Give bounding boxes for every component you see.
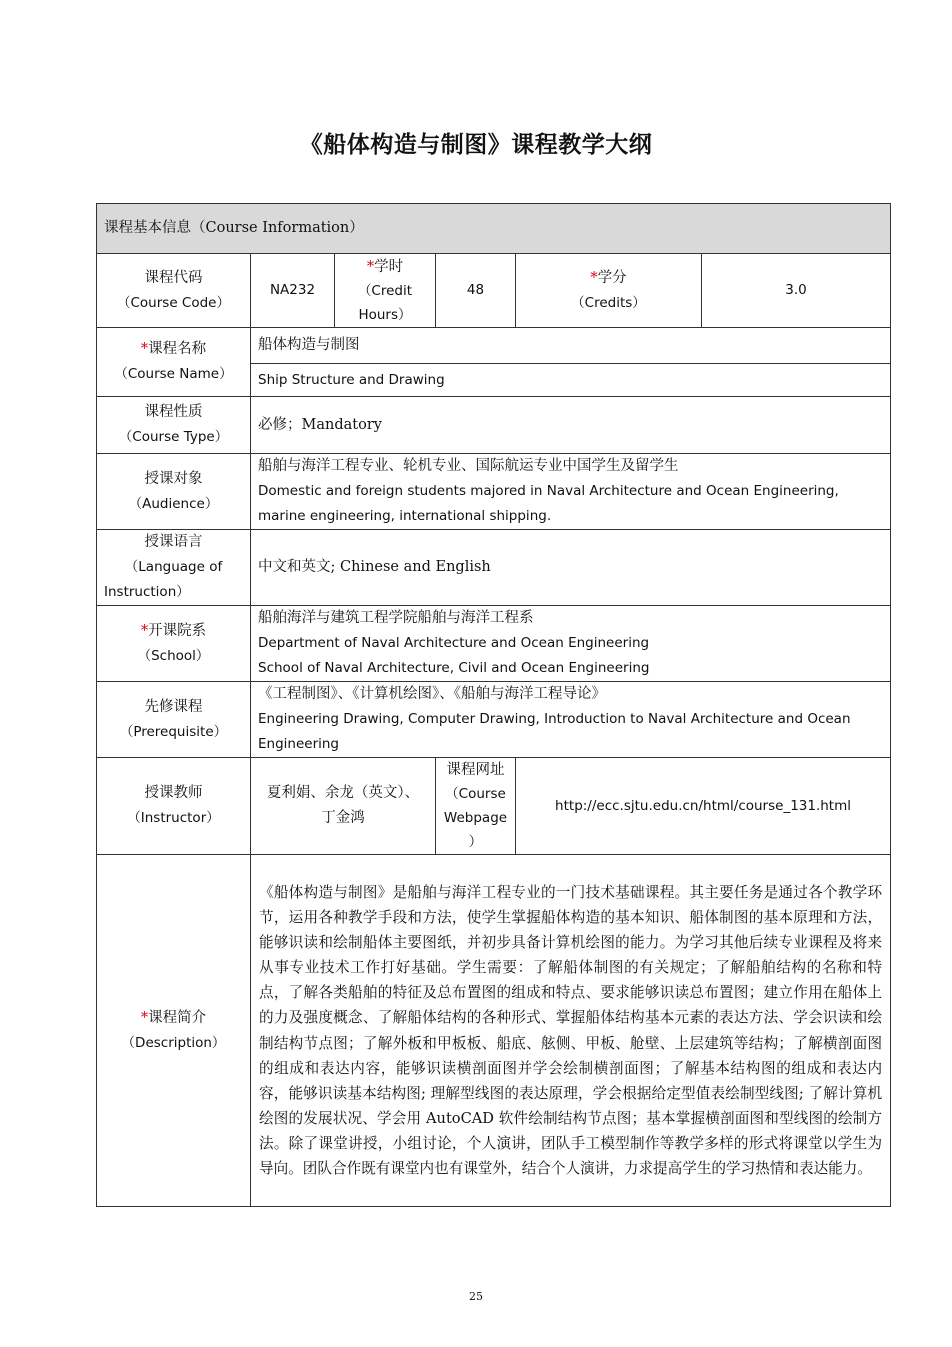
credit-hours-label: *学时 （Credit Hours）: [335, 254, 436, 328]
language-value: 中文和英文; Chinese and English: [251, 530, 891, 606]
page-title: 《船体构造与制图》课程教学大纲: [299, 132, 653, 158]
prerequisite-label: 先修课程 （Prerequisite）: [97, 682, 251, 758]
course-name-en: Ship Structure and Drawing: [251, 364, 891, 397]
school-value: 船舶海洋与建筑工程学院船舶与海洋工程系 Department of Naval Architecture and Ocean Engineering School of Naval Architecture, Civil and Ocean Engineering: [251, 606, 891, 682]
course-code-value: NA232: [251, 254, 335, 328]
course-name-cn: 船体构造与制图: [251, 328, 891, 364]
section-header: 课程基本信息（Course Information）: [97, 204, 891, 254]
description-text: 《船体构造与制图》是船舶与海洋工程专业的一门技术基础课程。其主要任务是通过各个教学环节，运用各种教学手段和方法，使学生掌握船体构造的基本知识、船体制图的基本原理和方法，能够识读和绘制船体主要图纸，并初步具备计算机绘图的能力。为学习其他后续专业课程及将来从事专业技术工作打好基础。学生需要：了解船体制图的有关规定；了解船舶结构的名称和特点，了解各类船舶的特征及总布置图的组成和特点、要求能够识读总布置图；建立作用在船体上的力及强度概念、了解船体结构的各种形式、掌握船体结构基本元素的表达方法、学会识读和绘制结构节点图；了解外板和甲板板、船底、舷侧、甲板、舱壁、上层建筑等结构；了解横剖面图的组成和表达内容，能够识读横剖面图并学会绘制横剖面图；了解基本结构图的组成和表达内容，能够识读基本结构图; 理解型线图的表达原理，学会根据给定型值表绘制型线图; 了解计算机绘图的发展状况、学会用 AutoCAD 软件绘制结构节点图；基本掌握横剖面图和型线图的绘制方法。除了课堂讲授，小组讨论，个人演讲，团队手工模型制作等教学多样的形式将课堂以学生为导向。团队合作既有课堂内也有课堂外，结合个人演讲，力求提高学生的学习热情和表达能力。: [251, 855, 891, 1207]
course-name-label: *课程名称 （Course Name）: [97, 328, 251, 397]
credits-label: *学分 （Credits）: [516, 254, 702, 328]
credit-hours-value: 48: [436, 254, 516, 328]
course-type-label: 课程性质 （Course Type）: [97, 397, 251, 454]
instructor-label: 授课教师 （Instructor）: [97, 758, 251, 855]
webpage-label: 课程网址 （Course Webpage）: [436, 758, 516, 855]
audience-label: 授课对象 （Audience）: [97, 454, 251, 530]
course-info-table: [96, 203, 891, 1207]
description-label: *课程简介 （Description）: [97, 855, 251, 1207]
language-label: 授课语言 （Language of Instruction）: [97, 530, 251, 606]
course-type-value: 必修；Mandatory: [251, 397, 891, 454]
page-number: 25: [469, 1290, 483, 1303]
prerequisite-value: 《工程制图》、《计算机绘图》、《船舶与海洋工程导论》 Engineering Drawing, Computer Drawing, Introduction to Naval Architecture and Ocean Engineering: [251, 682, 891, 758]
webpage-link[interactable]: http://ecc.sjtu.edu.cn/html/course_131.html: [516, 758, 891, 855]
school-label: *开课院系 （School）: [97, 606, 251, 682]
instructor-value: 夏利娟、余龙（英文）、丁金鸿: [251, 758, 436, 855]
credits-value: 3.0: [702, 254, 891, 328]
audience-value: 船舶与海洋工程专业、轮机专业、国际航运专业中国学生及留学生 Domestic and foreign students majored in Naval Architecture and Ocean Engineering, marine engineering, international shipping.: [251, 454, 891, 530]
course-code-label: 课程代码 （Course Code）: [97, 254, 251, 328]
